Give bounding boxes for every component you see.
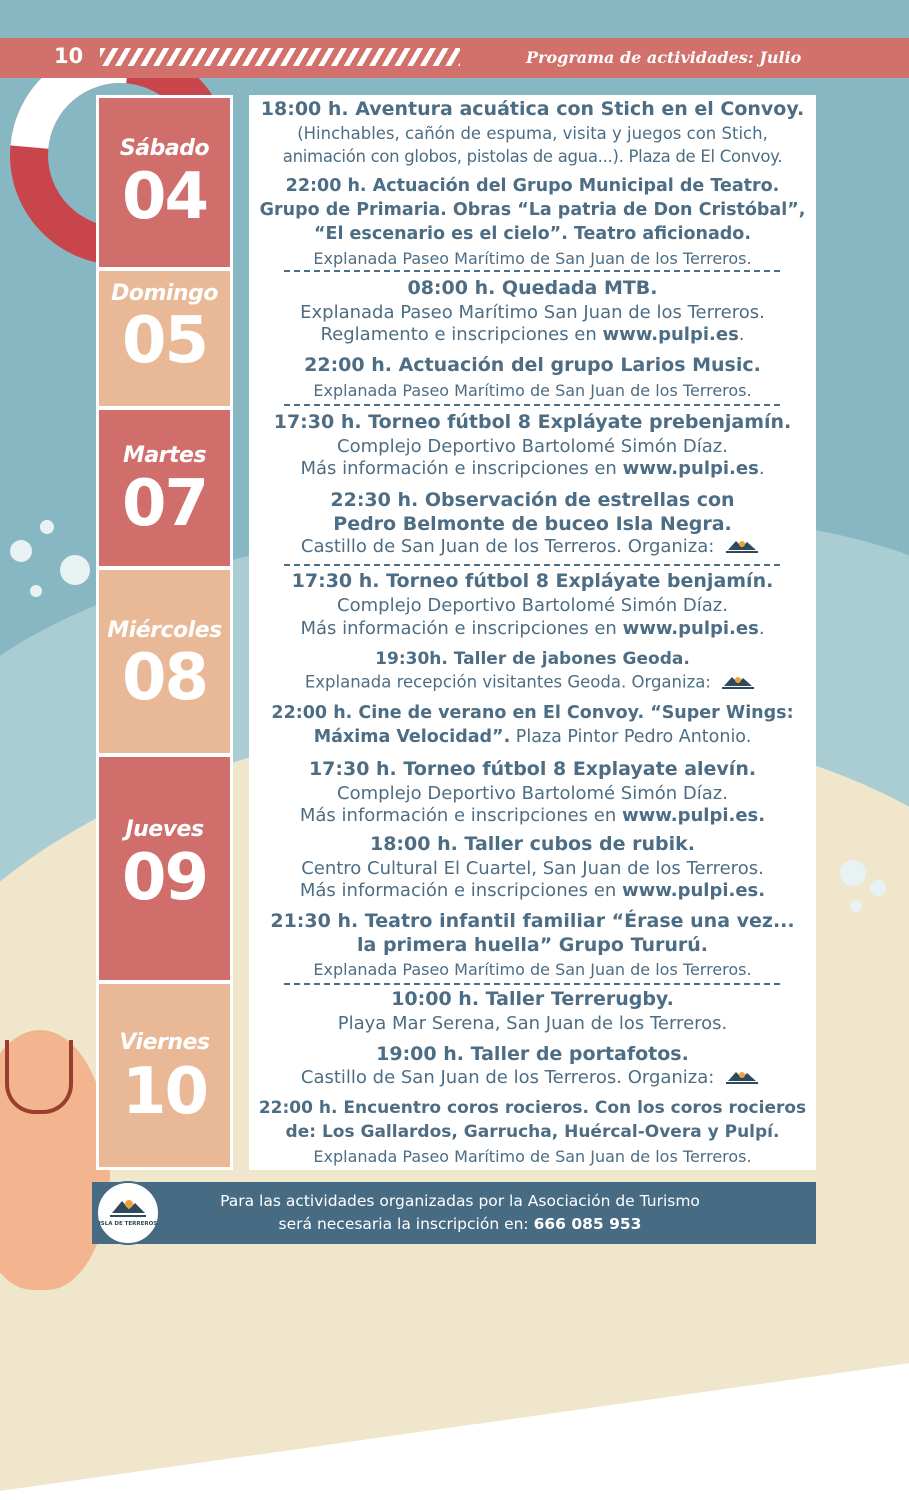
website-link[interactable]: www.pulpi.es	[622, 618, 759, 639]
event-separator	[284, 564, 780, 566]
footer-line-2	[165, 1215, 755, 1233]
event-separator	[284, 270, 780, 272]
bubble-decoration	[840, 860, 866, 886]
info-text: Reglamento e inscripciones en	[320, 324, 597, 345]
isla-de-terreros-logo-icon	[720, 536, 764, 558]
event-info	[252, 324, 813, 345]
event-place	[252, 672, 813, 694]
day-number: 07	[121, 467, 208, 541]
isla-de-terreros-logo-icon	[720, 1067, 764, 1089]
info-suffix: .	[738, 324, 745, 345]
event-description: animación con globos, pistolas de agua...). Plaza de El Convoy.	[282, 147, 783, 166]
day-name: Domingo	[111, 281, 218, 306]
event-info	[252, 618, 813, 639]
event-place	[252, 536, 813, 558]
info-suffix: .	[758, 618, 765, 639]
day-number: 10	[121, 1055, 208, 1129]
page-number: 10	[54, 44, 84, 68]
event-info	[252, 805, 813, 826]
info-text: Más información e inscripciones en	[300, 618, 617, 639]
event-title: 08:00 h. Quedada MTB.	[407, 277, 658, 299]
day-block-friday	[96, 981, 233, 1170]
event-title: 22:00 h. Actuación del grupo Larios Music.	[304, 354, 761, 376]
info-text: Más información e inscripciones en	[300, 458, 617, 479]
event-place: Complejo Deportivo Bartolomé Simón Díaz.	[337, 595, 728, 616]
place-text: Plaza Pintor Pedro Antonio.	[510, 727, 752, 747]
day-name: Jueves	[125, 817, 204, 842]
event-title: 19:30h. Taller de jabones Geoda.	[375, 649, 690, 669]
event-title: 22:00 h. Cine de verano en El Convoy. “Super Wings:	[271, 703, 794, 723]
isla-de-terreros-logo-icon	[96, 1181, 160, 1245]
event-title: 22:00 h. Encuentro coros rocieros. Con los coros rocieros	[258, 1098, 807, 1118]
event-title-and-place	[252, 727, 813, 747]
event-title: la primera huella” Grupo Tururú.	[357, 934, 708, 956]
event-place: Explanada Paseo Marítimo de San Juan de los Terreros.	[313, 249, 752, 268]
event-separator	[284, 404, 780, 406]
event-title: 22:30 h. Observación de estrellas con	[330, 489, 735, 511]
event-place: Explanada Paseo Marítimo San Juan de los Terreros.	[300, 302, 765, 323]
day-name: Sábado	[119, 136, 210, 161]
event-info	[252, 880, 813, 901]
event-title: Grupo de Primaria. Obras “La patria de Don Cristóbal”,	[259, 200, 806, 220]
event-place: Complejo Deportivo Bartolomé Simón Díaz.	[337, 436, 728, 457]
website-link[interactable]: www.pulpi.es.	[622, 880, 766, 901]
day-name: Martes	[122, 443, 207, 468]
event-title: Pedro Belmonte de buceo Isla Negra.	[333, 513, 732, 535]
footer-text: será necesaria la inscripción en:	[278, 1215, 529, 1233]
event-place: Complejo Deportivo Bartolomé Simón Díaz.	[337, 783, 728, 804]
flip-flop-strap	[5, 1040, 73, 1114]
day-block-sunday	[96, 268, 233, 409]
place-text: Castillo de San Juan de los Terreros. Organiza:	[300, 536, 715, 557]
phone-number[interactable]: 666 085 953	[533, 1215, 642, 1233]
place-text: Castillo de San Juan de los Terreros. Organiza:	[300, 1067, 715, 1088]
bubble-decoration	[870, 880, 886, 896]
logo-text: ISLA DE TERREROS	[98, 1221, 158, 1227]
day-block-tuesday	[96, 407, 233, 569]
event-info	[252, 458, 813, 479]
event-title: de: Los Gallardos, Garrucha, Huércal-Overa y Pulpí.	[285, 1122, 780, 1142]
event-place	[252, 1067, 813, 1089]
event-title: Máxima Velocidad”.	[313, 727, 511, 747]
info-text: Más información e inscripciones en	[299, 880, 617, 901]
bubble-decoration	[10, 540, 32, 562]
page-title: Programa de actividades: Julio	[526, 48, 802, 67]
event-place: Playa Mar Serena, San Juan de los Terreros.	[337, 1013, 728, 1034]
event-place: Explanada Paseo Marítimo de San Juan de los Terreros.	[313, 960, 752, 979]
event-description: (Hinchables, cañón de espuma, visita y juegos con Stich,	[297, 124, 768, 143]
event-title: 10:00 h. Taller Terrerugby.	[391, 988, 674, 1010]
event-title: 17:30 h. Torneo fútbol 8 Expláyate prebenjamín.	[273, 411, 792, 433]
website-link[interactable]: www.pulpi.es	[602, 324, 739, 345]
day-name: Viernes	[119, 1030, 210, 1055]
event-title: 18:00 h. Taller cubos de rubik.	[369, 833, 695, 855]
bubble-decoration	[60, 555, 90, 585]
event-title: 21:30 h. Teatro infantil familiar “Érase una vez...	[270, 910, 795, 932]
event-title: 17:30 h. Torneo fútbol 8 Explayate alevín.	[308, 758, 757, 780]
day-number: 09	[121, 841, 208, 915]
info-suffix: .	[758, 458, 765, 479]
bubble-decoration	[40, 520, 54, 534]
event-place: Explanada Paseo Marítimo de San Juan de los Terreros.	[313, 1147, 752, 1166]
footer-line-1: Para las actividades organizadas por la Asociación de Turismo	[220, 1192, 700, 1210]
event-title: 18:00 h. Aventura acuática con Stich en el Convoy.	[260, 98, 805, 120]
website-link[interactable]: www.pulpi.es	[622, 458, 759, 479]
day-number: 08	[121, 641, 208, 715]
event-separator	[284, 983, 780, 985]
website-link[interactable]: www.pulpi.es.	[622, 805, 766, 826]
bubble-decoration	[30, 585, 42, 597]
event-title: 17:30 h. Torneo fútbol 8 Expláyate benjamín.	[291, 570, 774, 592]
info-text: Más información e inscripciones en	[299, 805, 617, 826]
event-title: 19:00 h. Taller de portafotos.	[376, 1043, 689, 1065]
isla-de-terreros-logo-icon	[716, 672, 760, 694]
event-title: “El escenario es el cielo”. Teatro aficionado.	[314, 224, 751, 244]
day-block-wednesday	[96, 567, 233, 756]
place-text: Explanada recepción visitantes Geoda. Organiza:	[304, 672, 711, 692]
day-block-saturday	[96, 95, 233, 270]
event-title: 22:00 h. Actuación del Grupo Municipal de Teatro.	[285, 176, 780, 196]
day-number: 04	[121, 160, 208, 234]
day-number: 05	[121, 304, 208, 378]
header-stripes	[100, 48, 460, 66]
day-block-thursday	[96, 754, 233, 983]
event-place: Explanada Paseo Marítimo de San Juan de los Terreros.	[313, 381, 752, 400]
bubble-decoration	[850, 900, 862, 912]
day-name: Miércoles	[107, 618, 222, 643]
event-place: Centro Cultural El Cuartel, San Juan de los Terreros.	[301, 858, 764, 879]
